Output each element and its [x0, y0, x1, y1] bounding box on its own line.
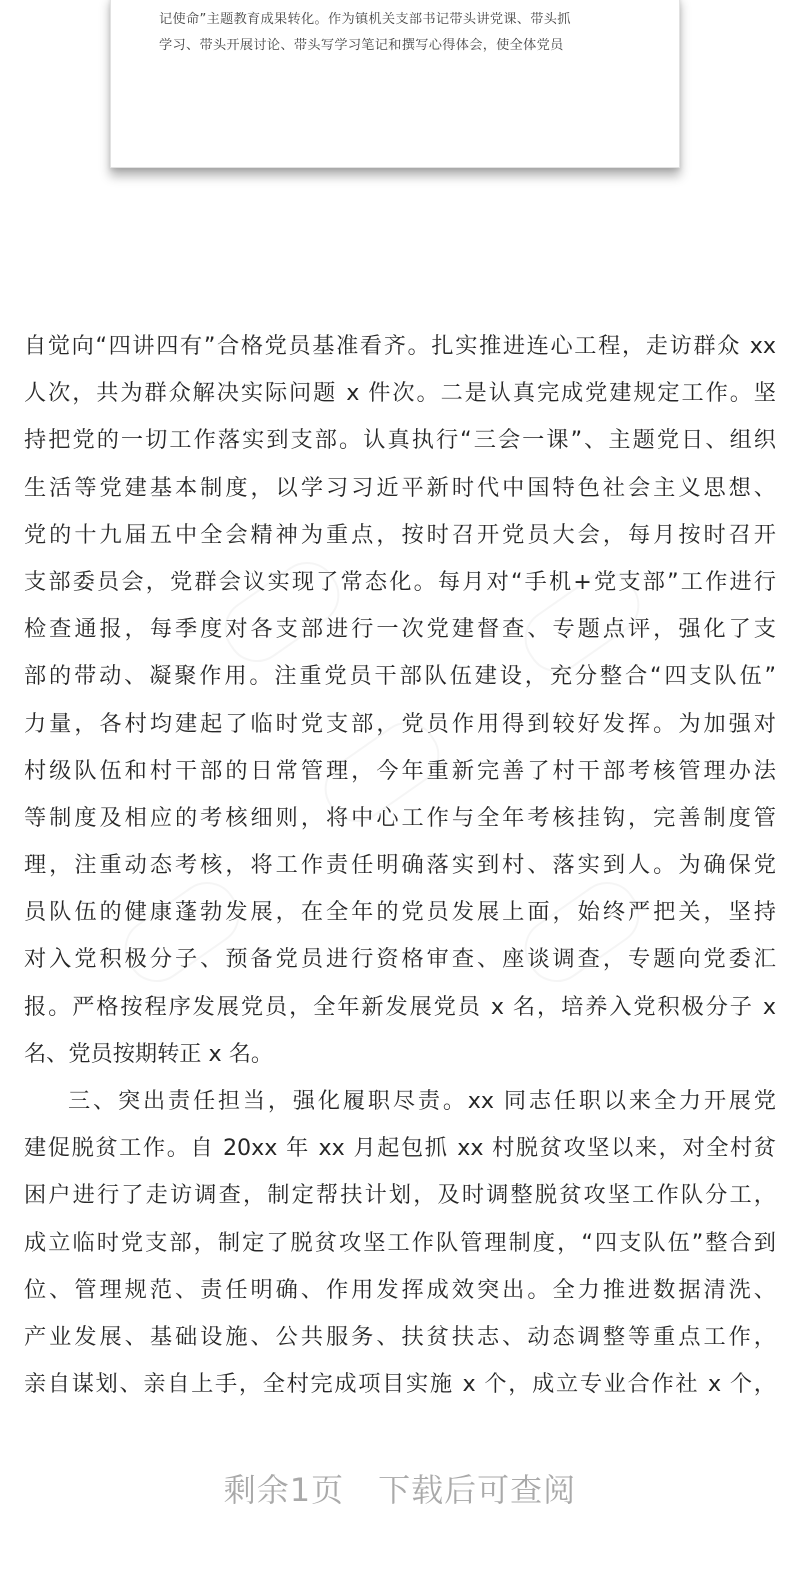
document-line: 困户进行了走访调查，制定帮扶计划，及时调整脱贫攻坚工作队分工，: [24, 1182, 776, 1209]
document-line: 力量，各村均建起了临时党支部，党员作用得到较好发挥。为加强对: [24, 710, 776, 737]
document-line: 持把党的一切工作落实到支部。认真执行“三会一课”、主题党日、组织: [24, 427, 776, 454]
document-line: 亲自谋划、亲自上手，全村完成项目实施 x 个，成立专业合作社 x 个，: [24, 1371, 776, 1398]
document-line: 生活等党建基本制度，以学习习近平新时代中国特色社会主义思想、: [24, 474, 776, 501]
document-line: 名、党员按期转正 x 名。: [24, 1040, 274, 1067]
page-preview-card: [110, 0, 680, 168]
document-line: 党的十九届五中全会精神为重点，按时召开党员大会，每月按时召开: [24, 521, 776, 548]
document-line: 员队伍的健康蓬勃发展，在全年的党员发展上面，始终严把关，坚持: [24, 899, 776, 926]
document-line: 等制度及相应的考核细则，将中心工作与全年考核挂钩，完善制度管: [24, 804, 776, 831]
preview-line: 记使命”主题教育成果转化。作为镇机关支部书记带头讲党课、带头抓: [159, 12, 571, 27]
document-line: 自觉向“四讲四有”合格党员基准看齐。扎实推进连心工程，走访群众 xx: [24, 333, 776, 359]
document-line: 支部委员会，党群会议实现了常态化。每月对“手机+党支部”工作进行: [24, 568, 776, 595]
document-line: 人次，共为群众解决实际问题 x 件次。二是认真完成党建规定工作。坚: [24, 380, 776, 407]
document-line: 部的带动、凝聚作用。注重党员干部队伍建设，充分整合“四支队伍”: [24, 663, 776, 690]
document-line: 三、突出责任担当，强化履职尽责。xx 同志任职以来全力开展党: [68, 1088, 776, 1114]
document-line: 对入党积极分子、预备党员进行资格审查、座谈调查，专题向党委汇: [24, 946, 776, 973]
document-line: 理，注重动态考核，将工作责任明确落实到村、落实到人。为确保党: [24, 852, 776, 879]
document-line: 建促脱贫工作。自 20xx 年 xx 月起包抓 xx 村脱贫攻坚以来，对全村贫: [24, 1135, 776, 1162]
preview-line: 学习、带头开展讨论、带头写学习笔记和撰写心得体会，使全体党员: [159, 38, 564, 53]
document-line: 村级队伍和村干部的日常管理，今年重新完善了村干部考核管理办法: [24, 757, 776, 784]
preview-text-block: [159, 0, 635, 59]
document-line: 报。严格按程序发展党员，全年新发展党员 x 名，培养入党积极分子 x: [24, 993, 776, 1020]
download-to-view-label: 下载后可查阅: [378, 1471, 577, 1509]
preview-line: [159, 0, 635, 7]
document-line: 产业发展、基础设施、公共服务、扶贫扶志、动态调整等重点工作，: [24, 1323, 776, 1350]
document-body: [24, 323, 776, 1408]
document-line: 成立临时党支部，制定了脱贫攻坚工作队管理制度，“四支队伍”整合到: [24, 1229, 776, 1256]
download-prompt[interactable]: [0, 1465, 800, 1511]
document-line: 位、管理规范、责任明确、作用发挥成效突出。全力推进数据清洗、: [24, 1276, 776, 1303]
document-line: 检查通报，每季度对各支部进行一次党建督查、专题点评，强化了支: [24, 616, 776, 643]
remaining-pages-label: 剩余1页: [223, 1471, 345, 1509]
